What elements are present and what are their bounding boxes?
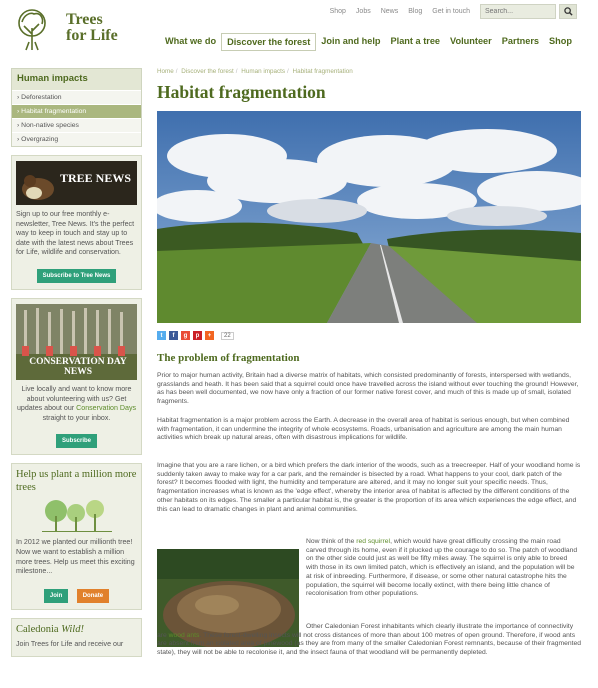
share-count: 22 [221, 332, 234, 340]
nav-what-we-do[interactable]: What we do [165, 36, 217, 46]
side-menu-title: Human impacts [12, 69, 141, 90]
conservation-day-banner [16, 304, 137, 380]
facebook-share-button[interactable] [169, 331, 178, 340]
paragraph-2: Habitat fragmentation is a major problem across the Earth. A decrease in the overall area of habitat is serious enough, but when combined with fragmentation, it can undermine the integrity of whole ecosystems. Roads, urbanisation and agriculture are among the main human activities which break up natural areas, often with disastrous implications for wildlife. [157, 417, 570, 442]
subscribe-button[interactable]: Subscribe [56, 434, 97, 448]
paragraph-4-after: , which would have great difficulty crossing the main road carved through its home, even if it plucked up the courage to do so. The patch of woodland on the other side could just as well be fifty miles away. The squirrel is only able to breed with those in its own limited patch, which is effectively an island, and the population will be at risk of inbreeding. Furthermore, if disease, or some other natural catastrophe hits the population, the squirrel will become locally extinct, with there being little chance of recolonisation from other populations. [306, 538, 578, 598]
util-link-get-in-touch[interactable]: Get in touch [432, 7, 470, 15]
breadcrumb-home[interactable]: Home [157, 68, 174, 75]
sidebar-item-deforestation[interactable]: › Deforestation [12, 90, 141, 104]
util-link-shop[interactable]: Shop [329, 7, 346, 15]
tree-news-text: Sign up to our free monthly e-newsletter, Tree News. It's the perfect way to keep in touch and stay up to date with the latest news about Trees for Life, wildlife and conservation. [16, 210, 135, 257]
breadcrumb-current: Habitat fragmentation [292, 68, 353, 75]
caledonia-title-prefix: Caledonia [16, 623, 59, 635]
plus-icon: + [207, 332, 212, 339]
conservation-text-after: straight to your inbox. [42, 413, 111, 422]
nav-shop[interactable]: Shop [549, 36, 572, 46]
breadcrumb-discover-the-forest[interactable]: Discover the forest [181, 68, 234, 75]
brand-line-1: Trees [66, 11, 103, 28]
donate-button[interactable]: Donate [77, 589, 109, 603]
util-link-news[interactable]: News [380, 7, 399, 15]
paragraph-5-before: Other Caledonian Forest inhabitants which clearly illustrate the importance of connectivity are [157, 623, 574, 639]
googleplus-icon: g [183, 332, 188, 339]
util-link-blog[interactable]: Blog [408, 7, 423, 15]
breadcrumb: Home / Discover the forest / Human impacts / Habitat fragmentation [157, 68, 353, 75]
tree-news-banner [16, 161, 137, 205]
trees-for-life-logo[interactable] [8, 6, 128, 52]
wood-ants-link[interactable]: wood ants [168, 631, 200, 639]
red-squirrel-link[interactable]: red squirrel [356, 538, 391, 545]
conservation-day-banner-title: CONSERVATION DAY NEWS [29, 356, 127, 377]
paragraph-4-before: Now think of the [306, 538, 355, 545]
caledonia-wild-promo [11, 618, 142, 657]
search-button[interactable] [559, 4, 577, 19]
sidebar-item-habitat-fragmentation[interactable]: › Habitat fragmentation [12, 104, 141, 118]
pinterest-icon: p [195, 332, 200, 339]
sidebar-item-label: Non-native species [21, 121, 79, 129]
conservation-day-promo [11, 298, 142, 455]
search-input[interactable] [480, 4, 556, 19]
sidebar-item-label: Deforestation [21, 93, 62, 101]
sidebar-item-label: Overgrazing [21, 135, 59, 143]
sidebar-item-label: Habitat fragmentation [21, 107, 87, 115]
hero-image [157, 111, 581, 323]
util-link-jobs[interactable]: Jobs [355, 7, 371, 15]
conservation-days-link[interactable]: Conservation Days [76, 404, 137, 413]
paragraph-4 [306, 538, 581, 599]
more-share-button[interactable] [205, 331, 214, 340]
utility-nav [330, 0, 598, 22]
nav-discover-the-forest[interactable]: Discover the forest [221, 33, 316, 51]
road-through-forest-image [157, 111, 581, 323]
nav-join-and-help[interactable]: Join and help [321, 36, 381, 46]
breadcrumb-human-impacts[interactable]: Human impacts [241, 68, 286, 75]
share-toolbar [157, 331, 234, 340]
tree-news-banner-title: TREE NEWS [59, 171, 131, 185]
facebook-icon: f [172, 332, 175, 339]
trees-illustration-icon [42, 498, 112, 532]
paragraph-5-after: . These forest-dwelling insects will not cross distances of more than about 100 metres of open ground. Therefore, if wood ants are absent from an isolated area of pinewood (as they are from many of the smaller Caledonian Forest remnants, because of their fragmented state), they will not be able to recolonise it, and the insect fauna of that woodland will be permanently depleted. [157, 631, 581, 657]
brand-line-2: for Life [66, 27, 118, 44]
twitter-share-button[interactable] [157, 331, 166, 340]
pinterest-share-button[interactable] [193, 331, 202, 340]
join-button[interactable]: Join [44, 589, 68, 603]
million-trees-promo [11, 463, 142, 609]
paragraph-1: Prior to major human activity, Britain had a diverse matrix of habitats, which consisted predominantly of forests, interspersed with wetlands, grasslands and heath. It has been said that a squirrel could once have travelled across the island without ever touching the ground! However, as has been well documented, we now have only a fraction of our former native forest cover, and much of this is made up of small, isolated fragments. [157, 372, 579, 406]
conservation-day-text [16, 385, 137, 423]
paragraph-3: Imagine that you are a rare lichen, or a bird which prefers the dark interior of the woods, such as a treecreeper. Half of your woodland home is suddenly taken away to make way for a car park, and the remainder is bisected by a road. What happens to your cool, dark patch of the forest? It becomes flooded with light, the humidity and temperature are altered, and it may no longer suit your specific needs. Thus, fragmentation increases what is known as the 'edge effect', whereby the interior area of habitat is affected by the different conditions of the other habitats on its edges. The smaller a particular habitat is, the greater is the proportion of its area which experiences the edge effect, and this can lead to dramatic changes in plant and animal communities. [157, 462, 581, 513]
brand-wordmark [66, 12, 118, 44]
million-trees-title: Help us plant a million more trees [16, 469, 137, 493]
sidebar [11, 68, 142, 657]
tree-logo-icon [8, 6, 60, 52]
sidebar-item-overgrazing[interactable]: › Overgrazing [12, 132, 141, 146]
section-title: The problem of fragmentation [157, 352, 300, 364]
caledonia-wild-text: Join Trees for Life and receive our [16, 640, 124, 649]
conservation-text-before: Live locally and want to know more about volunteering with us? Get updates about our [16, 384, 132, 413]
tree-news-promo [11, 155, 142, 290]
side-menu [11, 68, 142, 147]
twitter-icon: t [160, 332, 163, 339]
caledonia-wild-title [16, 624, 137, 637]
caledonia-title-italic: Wild! [61, 623, 84, 635]
nav-plant-a-tree[interactable]: Plant a tree [390, 36, 441, 46]
nav-partners[interactable]: Partners [501, 36, 540, 46]
googleplus-share-button[interactable] [181, 331, 190, 340]
million-trees-text: In 2012 we planted our millionth tree! Now we want to establish a million more trees. Help us meet this exciting milestone... [16, 538, 135, 576]
nav-volunteer[interactable]: Volunteer [450, 36, 492, 46]
paragraph-5 [157, 623, 581, 658]
page-title: Habitat fragmentation [157, 82, 326, 102]
main-nav [160, 33, 577, 51]
subscribe-tree-news-button[interactable]: Subscribe to Tree News [37, 269, 117, 283]
sidebar-item-non-native-species[interactable]: › Non-native species [12, 118, 141, 132]
search-icon [564, 7, 573, 16]
